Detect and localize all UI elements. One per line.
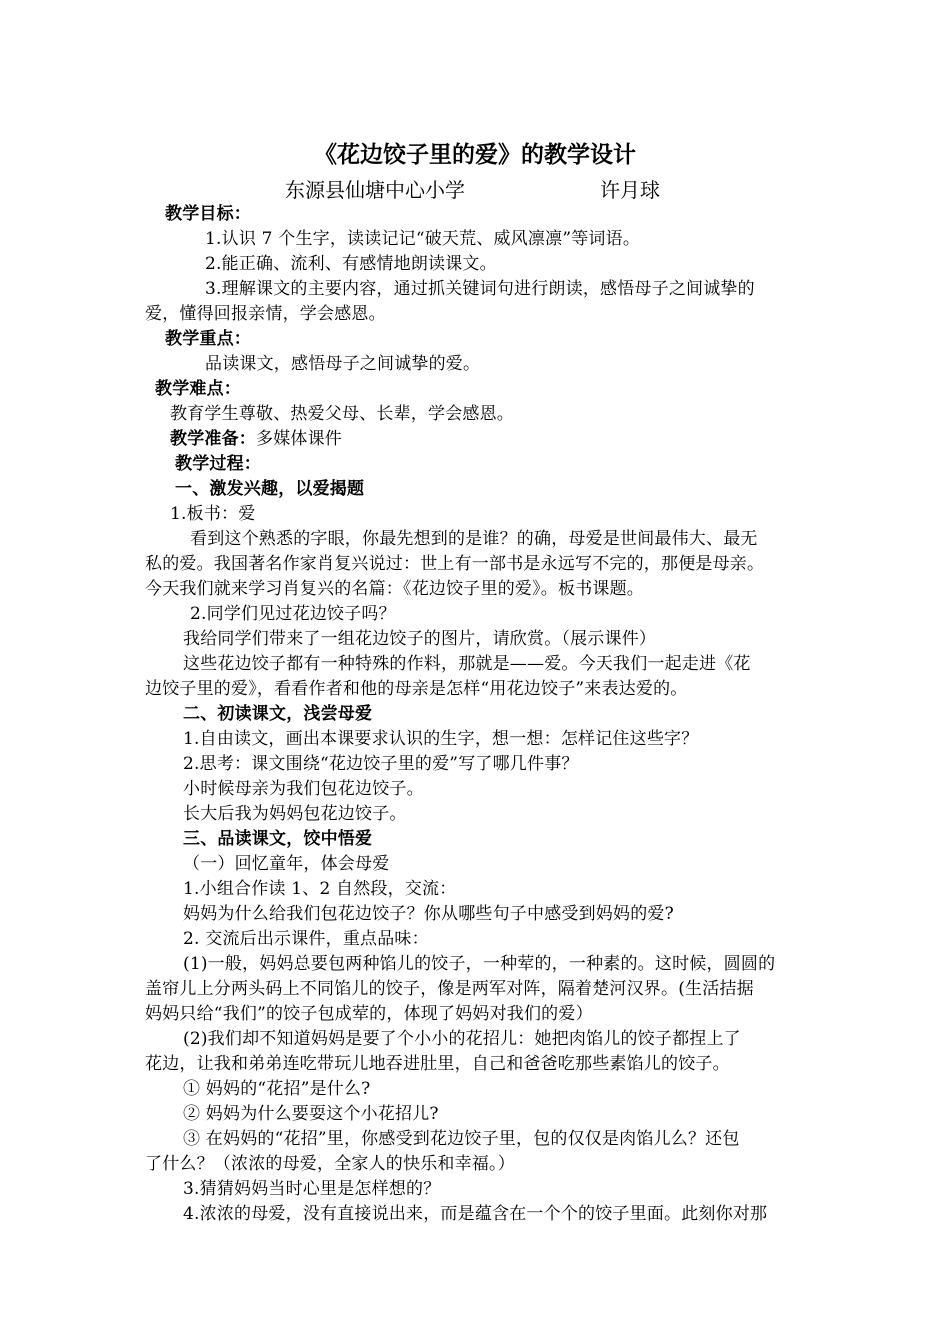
body-line: 妈妈只给“我们”的饺子包成荤的，体现了妈妈对我们的爱） bbox=[145, 1004, 593, 1024]
body-line: 1.板书：爱 bbox=[170, 504, 256, 524]
body-line: 私的爱。我国著名作家肖复兴说过：世上有一部书是永远写不完的，那便是母亲。 bbox=[145, 554, 765, 574]
body-line: （一）回忆童年，体会母爱 bbox=[183, 854, 390, 874]
body-line: (2)我们却不知道妈妈是要了个小小的花招儿：她把肉馅儿的饺子都捏上了 bbox=[183, 1029, 741, 1049]
body-line: (1)一般，妈妈总要包两种馅儿的饺子，一种荤的，一种素的。这时候，圆圆的 bbox=[183, 954, 776, 974]
line-label: 教学准备： bbox=[170, 429, 256, 449]
body-line: 2.能正确、流利、有感情地朗读课文。 bbox=[205, 254, 497, 274]
body-line: 长大后我为妈妈包花边饺子。 bbox=[183, 804, 407, 824]
body-line bbox=[170, 427, 835, 452]
body-line: 了什么？（浓浓的母爱，全家人的快乐和幸福。） bbox=[145, 1154, 515, 1174]
body-line: ③ 在妈妈的“花招”里，你感受到花边饺子里，包的仅仅是肉馅儿么？还包 bbox=[183, 1129, 740, 1149]
section-heading: 教学难点： bbox=[155, 379, 241, 399]
body-line: 小时候母亲为我们包花边饺子。 bbox=[183, 779, 424, 799]
body-line: ① 妈妈的“花招”是什么? bbox=[183, 1079, 371, 1099]
section-heading: 教学重点： bbox=[165, 329, 251, 349]
body-line: 盖帘儿上分两头码上不同馅儿的饺子，像是两军对阵，隔着楚河汉界。(生活拮据 bbox=[145, 979, 754, 999]
body-line: 1.小组合作读 1、2 自然段，交流： bbox=[183, 879, 457, 899]
body-line: 教育学生尊敬、热爱父母、长辈，学会感恩。 bbox=[170, 404, 514, 424]
body-line: 我给同学们带来了一组花边饺子的图片，请欣赏。（展示课件） bbox=[183, 629, 657, 649]
section-heading: 三、品读课文，饺中悟爱 bbox=[183, 829, 373, 849]
body-line: 边饺子里的爱》，看看作者和他的母亲是怎样“用花边饺子”来表达爱的。 bbox=[145, 679, 688, 699]
school-name: 东源县仙塘中心小学 bbox=[285, 178, 465, 202]
line-value: 多媒体课件 bbox=[256, 429, 342, 449]
body-line: 3.理解课文的主要内容，通过抓关键词句进行朗读，感悟母子之间诚挚的 bbox=[205, 279, 755, 299]
body-line: 这些花边饺子都有一种特殊的作料，那就是——爱。今天我们一起走进《花 bbox=[183, 654, 751, 674]
body-line: 1.自由读文，画出本课要求认识的生字，想一想：怎样记住这些字？ bbox=[183, 729, 699, 749]
body-line: 花边，让我和弟弟连吃带玩儿地吞进肚里，自己和爸爸吃那些素馅儿的饺子。 bbox=[145, 1054, 730, 1074]
author-name: 许月球 bbox=[600, 178, 660, 202]
body-line: 2.同学们见过花边饺子吗？ bbox=[190, 604, 396, 624]
body-line: 4.浓浓的母爱，没有直接说出来，而是蕴含在一个个的饺子里面。此刻你对那 bbox=[183, 1204, 768, 1224]
body-line: 1.认识 7 个生字，读读记记“破天荒、威风凛凛”等词语。 bbox=[205, 229, 641, 249]
section-heading: 一、激发兴趣，以爱揭题 bbox=[175, 479, 365, 499]
body-line: 看到这个熟悉的字眼，你最先想到的是谁？的确，母爱是世间最伟大、最无 bbox=[190, 529, 758, 549]
document-title: 《花边饺子里的爱》的教学设计 bbox=[314, 142, 636, 168]
body-line: 妈妈为什么给我们包花边饺子？你从哪些句子中感受到妈妈的爱? bbox=[183, 904, 674, 924]
body-line: 2. 交流后出示课件，重点品味： bbox=[183, 929, 429, 949]
section-heading: 教学目标： bbox=[165, 204, 251, 224]
body-line: 2.思考：课文围绕“花边饺子里的爱”写了哪几件事？ bbox=[183, 754, 579, 774]
body-line: 3.猜猜妈妈当时心里是怎样想的？ bbox=[183, 1179, 441, 1199]
body-line: ② 妈妈为什么要耍这个小花招儿? bbox=[183, 1104, 439, 1124]
body-line: 今天我们就来学习肖复兴的名篇：《花边饺子里的爱》。板书课题。 bbox=[145, 579, 644, 599]
section-heading: 二、初读课文，浅尝母爱 bbox=[183, 704, 373, 724]
body-line: 品读课文，感悟母子之间诚挚的爱。 bbox=[205, 354, 481, 374]
body-line: 爱，懂得回报亲情，学会感恩。 bbox=[145, 304, 386, 324]
section-heading: 教学过程： bbox=[175, 454, 261, 474]
